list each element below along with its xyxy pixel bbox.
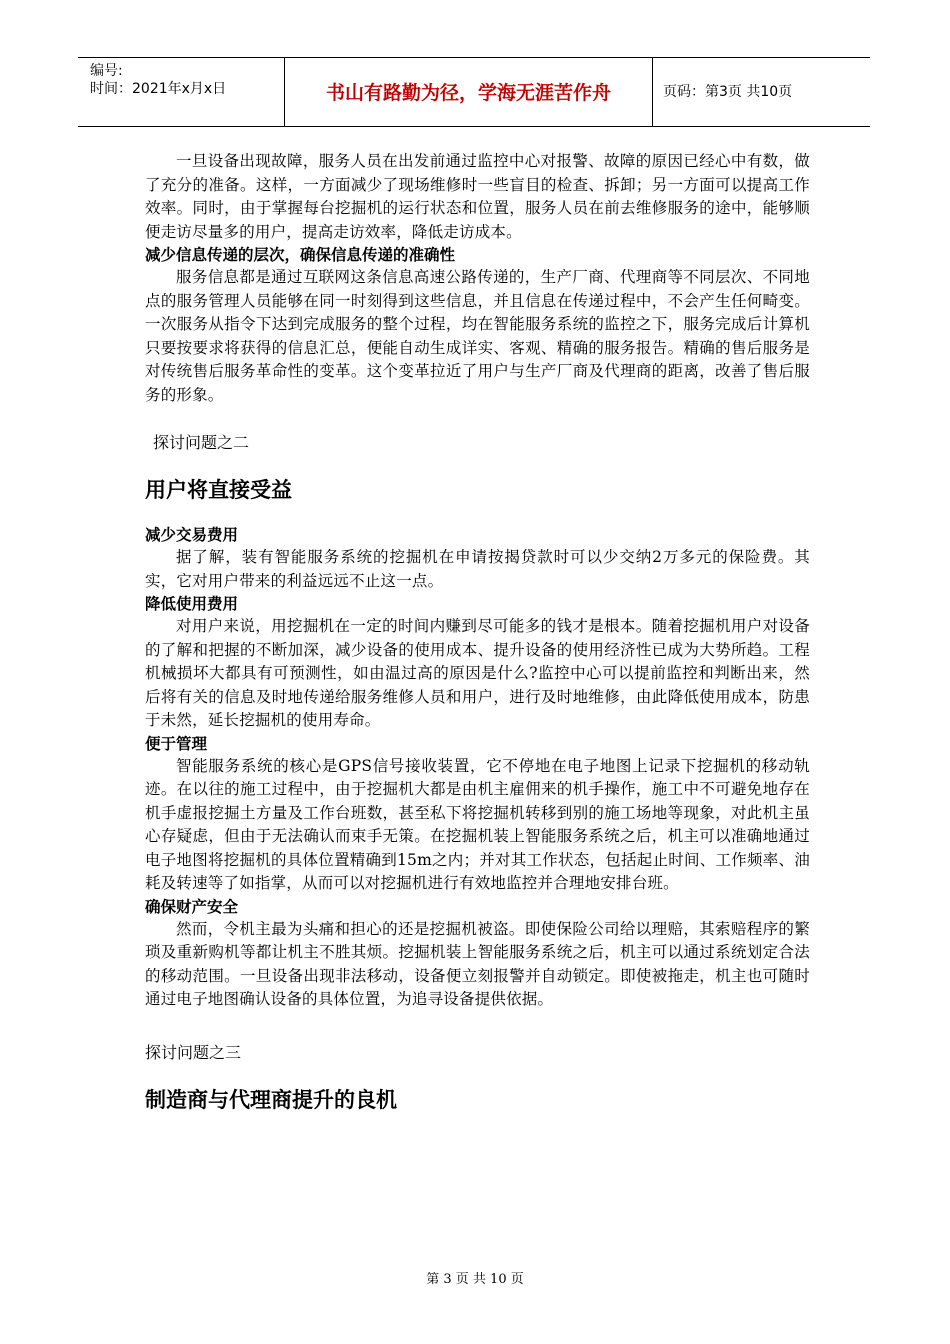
topic3-title: 制造商与代理商提升的良机 [145,1087,397,1112]
paragraph-property-security: 然而，令机主最为头痛和担心的还是挖掘机被盗。即使保险公司给以理赔，其索赔程序的繁琐及重新购机等都让机主不胜其烦。挖掘机装上智能服务系统之后，机主可以通过系统划定合法的移动范围。一旦设备出现非法移动，设备便立刻报警并自动锁定。即使被拖走，机主也可随时通过电子地图确认设备的具体位置，为追寻设备提供依据。 [145,919,810,1008]
heading-property-security: 确保财产安全 [145,897,239,916]
paragraph-info-transfer: 服务信息都是通过互联网这条信息高速公路传递的，生产厂商、代理商等不同层次、不同地点的服务管理人员能够在同一时刻得到这些信息，并且信息在传递过程中，不会产生任何畸变。一次服务从指令下达到完成服务的整个过程，均在智能服务系统的监控之下，服务完成后计算机只要按要求将获得的信息汇总，便能自动生成详实、客观、精确的服务报告。精确的售后服务是对传统售后服务革命性的变革。这个变革拉近了用户与生产厂商及代理商的距离，改善了售后服务的形象。 [145,268,810,404]
page-footer: 第 3 页 共 10 页 [426,1272,524,1287]
heading-management: 便于管理 [145,734,208,753]
document-number-label: 编号: [90,63,123,79]
paragraph-lower-use-cost: 对用户来说，用挖掘机在一定的时间内赚到尽可能多的钱才是根本。随着挖掘机用户对设备的了解和把握的不断加深，减少设备的使用成本、提升设备的使用经济性已成为大势所趋。工程机械损坏大都具有可预测性，如由温过高的原因是什么?监控中心可以提前监控和判断出来，然后将有关的信息及时地传递给服务维修人员和用户，进行及时地维修，由此降低使用成本，防患于未然，延长挖掘机的使用寿命。 [145,617,810,729]
paragraph-fault-prep: 一旦设备出现故障，服务人员在出发前通过监控中心对报警、故障的原因已经心中有数，做了充分的准备。这样，一方面减少了现场维修时一些盲目的检查、拆卸；另一方面可以提高工作效率。同时，由于掌握每台挖掘机的运行状态和位置，服务人员在前去维修服务的途中，能够顺便走访尽量多的用户，提高走访效率，降低走访成本。 [145,152,810,241]
header-motto: 书山有路勤为径，学海无涯苦作舟 [325,82,611,104]
heading-reduce-cost: 减少交易费用 [145,526,239,544]
header-page-cell [653,58,870,126]
paragraph-management: 智能服务系统的核心是GPS信号接收装置，它不停地在电子地图上记录下挖掘机的移动轨迹。在以往的施工过程中，由于挖掘机大都是由机主雇佣来的机手操作，施工中不可避免地存在机手虚报挖掘土方量及工作台班数，甚至私下将挖掘机转移到别的施工场地等现象，对此机主虽心存疑虑，但由于无法确认而束手无策。在挖掘机装上智能服务系统之后，机主可以准确地通过电子地图将挖掘机的具体位置精确到15m之内；并对其工作状态，包括起止时间、工作频率、油耗及转速等了如指掌，从而可以对挖掘机进行有效地监控并合理地安排台班。 [145,756,810,892]
header-page-code: 页码：第3页 共10页 [663,84,793,100]
document-time-label: 时间：2021年x月x日 [90,81,227,97]
topic2-title: 用户将直接受益 [145,478,292,502]
page-header [78,57,870,127]
topic3-label: 探讨问题之三 [145,1042,242,1062]
header-meta-cell [78,58,285,126]
topic2-label: 探讨问题之二 [153,433,250,452]
heading-lower-use-cost: 降低使用费用 [145,595,239,613]
document-body [145,150,810,1114]
paragraph-reduce-cost: 据了解，装有智能服务系统的挖掘机在申请按揭贷款时可以少交纳2万多元的保险费。其实，它对用户带来的利益远远不止这一点。 [145,548,810,590]
heading-reduce-layers: 减少信息传递的层次，确保信息传递的准确性 [145,246,456,264]
header-motto-cell [285,58,653,126]
